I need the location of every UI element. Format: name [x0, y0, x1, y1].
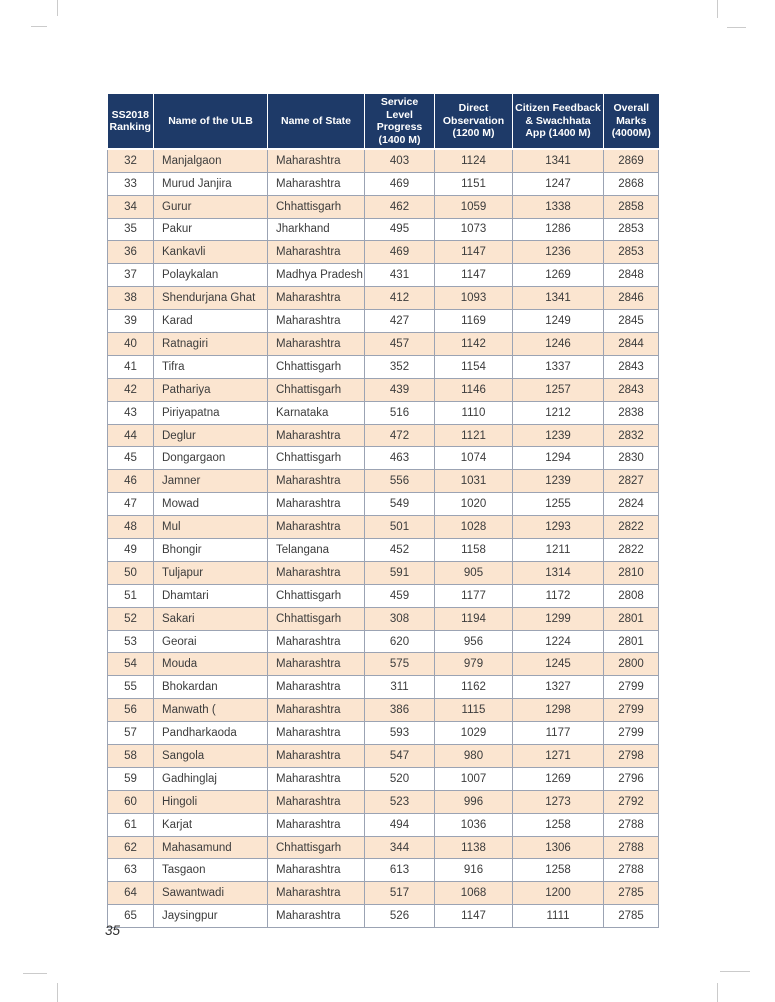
- rank-cell: 35: [108, 218, 154, 241]
- service-level-cell: 523: [365, 790, 435, 813]
- overall-marks-cell: 2853: [604, 218, 659, 241]
- service-level-cell: 457: [365, 333, 435, 356]
- table-row: [108, 424, 659, 447]
- direct-observation-cell: 1068: [435, 882, 513, 905]
- table-row: [108, 516, 659, 539]
- table-header: [108, 94, 659, 149]
- citizen-feedback-cell: 1245: [513, 653, 604, 676]
- direct-observation-cell: 1138: [435, 836, 513, 859]
- service-level-cell: 472: [365, 424, 435, 447]
- citizen-feedback-cell: 1236: [513, 241, 604, 264]
- overall-marks-cell: 2798: [604, 745, 659, 768]
- overall-marks-cell: 2843: [604, 378, 659, 401]
- ulb-cell: Karjat: [154, 813, 268, 836]
- overall-marks-cell: 2792: [604, 790, 659, 813]
- state-cell: Karnataka: [268, 401, 365, 424]
- citizen-feedback-cell: 1271: [513, 745, 604, 768]
- rank-cell: 57: [108, 722, 154, 745]
- overall-marks-cell: 2799: [604, 722, 659, 745]
- direct-observation-cell: 1028: [435, 516, 513, 539]
- citizen-feedback-cell: 1269: [513, 767, 604, 790]
- citizen-feedback-cell: 1255: [513, 493, 604, 516]
- table-row: [108, 470, 659, 493]
- rank-cell: 36: [108, 241, 154, 264]
- rank-cell: 55: [108, 676, 154, 699]
- crop-mark-bottom-left-h: [23, 973, 47, 974]
- col-header-citizen-feedback: Citizen Feedback & Swachhata App (1400 M): [513, 94, 604, 149]
- rank-cell: 61: [108, 813, 154, 836]
- overall-marks-cell: 2844: [604, 333, 659, 356]
- overall-marks-cell: 2801: [604, 607, 659, 630]
- rank-cell: 56: [108, 699, 154, 722]
- state-cell: Maharashtra: [268, 424, 365, 447]
- state-cell: Chhattisgarh: [268, 836, 365, 859]
- rank-cell: 64: [108, 882, 154, 905]
- table-body: [108, 149, 659, 927]
- table-row: [108, 561, 659, 584]
- state-cell: Maharashtra: [268, 676, 365, 699]
- ulb-cell: Jaysingpur: [154, 905, 268, 928]
- service-level-cell: 462: [365, 195, 435, 218]
- state-cell: Maharashtra: [268, 790, 365, 813]
- table-row: [108, 241, 659, 264]
- rank-cell: 65: [108, 905, 154, 928]
- direct-observation-cell: 1142: [435, 333, 513, 356]
- table-row: [108, 790, 659, 813]
- service-level-cell: 431: [365, 264, 435, 287]
- rank-cell: 63: [108, 859, 154, 882]
- table-row: [108, 264, 659, 287]
- service-level-cell: 591: [365, 561, 435, 584]
- crop-mark-bottom-right-v: [717, 983, 718, 1002]
- overall-marks-cell: 2799: [604, 676, 659, 699]
- ulb-cell: Mouda: [154, 653, 268, 676]
- overall-marks-cell: 2830: [604, 447, 659, 470]
- overall-marks-cell: 2801: [604, 630, 659, 653]
- state-cell: Maharashtra: [268, 516, 365, 539]
- service-level-cell: 501: [365, 516, 435, 539]
- rank-cell: 38: [108, 287, 154, 310]
- citizen-feedback-cell: 1258: [513, 859, 604, 882]
- state-cell: Maharashtra: [268, 653, 365, 676]
- ulb-cell: Tifra: [154, 355, 268, 378]
- direct-observation-cell: 1147: [435, 241, 513, 264]
- state-cell: Maharashtra: [268, 149, 365, 172]
- ulb-cell: Karad: [154, 310, 268, 333]
- citizen-feedback-cell: 1298: [513, 699, 604, 722]
- direct-observation-cell: 1158: [435, 539, 513, 562]
- service-level-cell: 459: [365, 584, 435, 607]
- overall-marks-cell: 2799: [604, 699, 659, 722]
- state-cell: Maharashtra: [268, 493, 365, 516]
- state-cell: Chhattisgarh: [268, 584, 365, 607]
- citizen-feedback-cell: 1246: [513, 333, 604, 356]
- state-cell: Maharashtra: [268, 882, 365, 905]
- state-cell: Chhattisgarh: [268, 195, 365, 218]
- rank-cell: 53: [108, 630, 154, 653]
- ulb-cell: Tuljapur: [154, 561, 268, 584]
- table-row: [108, 859, 659, 882]
- rank-cell: 34: [108, 195, 154, 218]
- table-row: [108, 836, 659, 859]
- citizen-feedback-cell: 1177: [513, 722, 604, 745]
- overall-marks-cell: 2788: [604, 813, 659, 836]
- rank-cell: 58: [108, 745, 154, 768]
- ulb-cell: Gadhinglaj: [154, 767, 268, 790]
- state-cell: Jharkhand: [268, 218, 365, 241]
- table-row: [108, 401, 659, 424]
- rank-cell: 52: [108, 607, 154, 630]
- overall-marks-cell: 2796: [604, 767, 659, 790]
- ulb-cell: Kankavli: [154, 241, 268, 264]
- citizen-feedback-cell: 1338: [513, 195, 604, 218]
- table-row: [108, 333, 659, 356]
- direct-observation-cell: 1151: [435, 172, 513, 195]
- direct-observation-cell: 916: [435, 859, 513, 882]
- service-level-cell: 549: [365, 493, 435, 516]
- service-level-cell: 516: [365, 401, 435, 424]
- citizen-feedback-cell: 1200: [513, 882, 604, 905]
- direct-observation-cell: 1115: [435, 699, 513, 722]
- rank-cell: 47: [108, 493, 154, 516]
- ulb-cell: Pathariya: [154, 378, 268, 401]
- ulb-cell: Georai: [154, 630, 268, 653]
- citizen-feedback-cell: 1212: [513, 401, 604, 424]
- ulb-cell: Hingoli: [154, 790, 268, 813]
- overall-marks-cell: 2788: [604, 859, 659, 882]
- col-header-name-of-ulb: Name of the ULB: [154, 94, 268, 149]
- citizen-feedback-cell: 1257: [513, 378, 604, 401]
- state-cell: Maharashtra: [268, 905, 365, 928]
- direct-observation-cell: 1031: [435, 470, 513, 493]
- table-row: [108, 195, 659, 218]
- ulb-cell: Deglur: [154, 424, 268, 447]
- citizen-feedback-cell: 1211: [513, 539, 604, 562]
- rank-cell: 37: [108, 264, 154, 287]
- overall-marks-cell: 2824: [604, 493, 659, 516]
- state-cell: Maharashtra: [268, 470, 365, 493]
- service-level-cell: 427: [365, 310, 435, 333]
- citizen-feedback-cell: 1111: [513, 905, 604, 928]
- service-level-cell: 593: [365, 722, 435, 745]
- direct-observation-cell: 1073: [435, 218, 513, 241]
- ulb-cell: Sangola: [154, 745, 268, 768]
- table-row: [108, 882, 659, 905]
- table-row: [108, 149, 659, 172]
- ulb-cell: Sawantwadi: [154, 882, 268, 905]
- direct-observation-cell: 1093: [435, 287, 513, 310]
- table-row: [108, 813, 659, 836]
- overall-marks-cell: 2808: [604, 584, 659, 607]
- service-level-cell: 469: [365, 241, 435, 264]
- citizen-feedback-cell: 1239: [513, 424, 604, 447]
- ulb-cell: Mul: [154, 516, 268, 539]
- direct-observation-cell: 1059: [435, 195, 513, 218]
- service-level-cell: 352: [365, 355, 435, 378]
- overall-marks-cell: 2810: [604, 561, 659, 584]
- state-cell: Chhattisgarh: [268, 447, 365, 470]
- overall-marks-cell: 2853: [604, 241, 659, 264]
- table-row: [108, 172, 659, 195]
- ulb-cell: Pakur: [154, 218, 268, 241]
- service-level-cell: 575: [365, 653, 435, 676]
- col-header-name-of-state: Name of State: [268, 94, 365, 149]
- direct-observation-cell: 1162: [435, 676, 513, 699]
- crop-mark-top-left-h: [31, 26, 47, 27]
- rank-cell: 42: [108, 378, 154, 401]
- state-cell: Maharashtra: [268, 813, 365, 836]
- direct-observation-cell: 1194: [435, 607, 513, 630]
- table-row: [108, 584, 659, 607]
- overall-marks-cell: 2785: [604, 905, 659, 928]
- table-row: [108, 630, 659, 653]
- rank-cell: 40: [108, 333, 154, 356]
- overall-marks-cell: 2822: [604, 539, 659, 562]
- citizen-feedback-cell: 1286: [513, 218, 604, 241]
- service-level-cell: 556: [365, 470, 435, 493]
- service-level-cell: 494: [365, 813, 435, 836]
- service-level-cell: 517: [365, 882, 435, 905]
- table-row: [108, 355, 659, 378]
- state-cell: Maharashtra: [268, 630, 365, 653]
- rank-cell: 44: [108, 424, 154, 447]
- service-level-cell: 412: [365, 287, 435, 310]
- citizen-feedback-cell: 1337: [513, 355, 604, 378]
- citizen-feedback-cell: 1341: [513, 287, 604, 310]
- rank-cell: 48: [108, 516, 154, 539]
- service-level-cell: 469: [365, 172, 435, 195]
- crop-mark-bottom-left-v: [57, 983, 58, 1002]
- service-level-cell: 495: [365, 218, 435, 241]
- ulb-cell: Bhokardan: [154, 676, 268, 699]
- state-cell: Maharashtra: [268, 745, 365, 768]
- service-level-cell: 403: [365, 149, 435, 172]
- table-row: [108, 653, 659, 676]
- citizen-feedback-cell: 1293: [513, 516, 604, 539]
- ranking-table: [107, 94, 659, 928]
- citizen-feedback-cell: 1224: [513, 630, 604, 653]
- direct-observation-cell: 1154: [435, 355, 513, 378]
- service-level-cell: 613: [365, 859, 435, 882]
- state-cell: Chhattisgarh: [268, 355, 365, 378]
- overall-marks-cell: 2848: [604, 264, 659, 287]
- state-cell: Chhattisgarh: [268, 378, 365, 401]
- direct-observation-cell: 1147: [435, 264, 513, 287]
- crop-mark-top-right-v: [717, 0, 718, 18]
- crop-mark-top-left-v: [57, 0, 58, 16]
- service-level-cell: 526: [365, 905, 435, 928]
- overall-marks-cell: 2858: [604, 195, 659, 218]
- overall-marks-cell: 2845: [604, 310, 659, 333]
- state-cell: Maharashtra: [268, 561, 365, 584]
- rank-cell: 45: [108, 447, 154, 470]
- table-row: [108, 539, 659, 562]
- overall-marks-cell: 2868: [604, 172, 659, 195]
- state-cell: Maharashtra: [268, 287, 365, 310]
- direct-observation-cell: 1029: [435, 722, 513, 745]
- citizen-feedback-cell: 1299: [513, 607, 604, 630]
- direct-observation-cell: 1169: [435, 310, 513, 333]
- state-cell: Maharashtra: [268, 699, 365, 722]
- ulb-cell: Ratnagiri: [154, 333, 268, 356]
- rank-cell: 39: [108, 310, 154, 333]
- service-level-cell: 452: [365, 539, 435, 562]
- direct-observation-cell: 1121: [435, 424, 513, 447]
- ulb-cell: Bhongir: [154, 539, 268, 562]
- citizen-feedback-cell: 1239: [513, 470, 604, 493]
- ulb-cell: Piriyapatna: [154, 401, 268, 424]
- rank-cell: 54: [108, 653, 154, 676]
- table-row: [108, 905, 659, 928]
- overall-marks-cell: 2822: [604, 516, 659, 539]
- direct-observation-cell: 1147: [435, 905, 513, 928]
- overall-marks-cell: 2785: [604, 882, 659, 905]
- table-row: [108, 767, 659, 790]
- citizen-feedback-cell: 1172: [513, 584, 604, 607]
- table-header-row: [108, 94, 659, 149]
- rank-cell: 46: [108, 470, 154, 493]
- table-row: [108, 378, 659, 401]
- state-cell: Maharashtra: [268, 333, 365, 356]
- overall-marks-cell: 2846: [604, 287, 659, 310]
- citizen-feedback-cell: 1249: [513, 310, 604, 333]
- overall-marks-cell: 2832: [604, 424, 659, 447]
- table-row: [108, 607, 659, 630]
- direct-observation-cell: 1177: [435, 584, 513, 607]
- ulb-cell: Mowad: [154, 493, 268, 516]
- overall-marks-cell: 2869: [604, 149, 659, 172]
- direct-observation-cell: 996: [435, 790, 513, 813]
- col-header-ss2018-ranking: SS2018 Ranking: [108, 94, 154, 149]
- service-level-cell: 463: [365, 447, 435, 470]
- overall-marks-cell: 2800: [604, 653, 659, 676]
- state-cell: Maharashtra: [268, 767, 365, 790]
- citizen-feedback-cell: 1341: [513, 149, 604, 172]
- table-row: [108, 310, 659, 333]
- direct-observation-cell: 1020: [435, 493, 513, 516]
- overall-marks-cell: 2788: [604, 836, 659, 859]
- service-level-cell: 311: [365, 676, 435, 699]
- state-cell: Maharashtra: [268, 241, 365, 264]
- state-cell: Maharashtra: [268, 310, 365, 333]
- direct-observation-cell: 956: [435, 630, 513, 653]
- col-header-overall-marks: Overall Marks (4000M): [604, 94, 659, 149]
- direct-observation-cell: 1074: [435, 447, 513, 470]
- table-row: [108, 287, 659, 310]
- rank-cell: 41: [108, 355, 154, 378]
- table-row: [108, 493, 659, 516]
- rank-cell: 32: [108, 149, 154, 172]
- table-row: [108, 699, 659, 722]
- state-cell: Madhya Pradesh: [268, 264, 365, 287]
- rank-cell: 59: [108, 767, 154, 790]
- table-row: [108, 676, 659, 699]
- ulb-cell: Pandharkaoda: [154, 722, 268, 745]
- ulb-cell: Manwath (: [154, 699, 268, 722]
- direct-observation-cell: 1110: [435, 401, 513, 424]
- state-cell: Maharashtra: [268, 172, 365, 195]
- state-cell: Telangana: [268, 539, 365, 562]
- ulb-cell: Tasgaon: [154, 859, 268, 882]
- rank-cell: 62: [108, 836, 154, 859]
- direct-observation-cell: 980: [435, 745, 513, 768]
- crop-mark-top-right-h: [727, 27, 746, 28]
- rank-cell: 50: [108, 561, 154, 584]
- ulb-cell: Dongargaon: [154, 447, 268, 470]
- ulb-cell: Jamner: [154, 470, 268, 493]
- citizen-feedback-cell: 1269: [513, 264, 604, 287]
- citizen-feedback-cell: 1306: [513, 836, 604, 859]
- citizen-feedback-cell: 1314: [513, 561, 604, 584]
- table-row: [108, 722, 659, 745]
- col-header-service-level-progress: Service Level Progress (1400 M): [365, 94, 435, 149]
- ulb-cell: Gurur: [154, 195, 268, 218]
- table-row: [108, 745, 659, 768]
- rank-cell: 33: [108, 172, 154, 195]
- rank-cell: 49: [108, 539, 154, 562]
- col-header-direct-observation: Direct Observation (1200 M): [435, 94, 513, 149]
- overall-marks-cell: 2827: [604, 470, 659, 493]
- state-cell: Maharashtra: [268, 722, 365, 745]
- direct-observation-cell: 1124: [435, 149, 513, 172]
- direct-observation-cell: 979: [435, 653, 513, 676]
- citizen-feedback-cell: 1294: [513, 447, 604, 470]
- citizen-feedback-cell: 1258: [513, 813, 604, 836]
- service-level-cell: 547: [365, 745, 435, 768]
- rank-cell: 60: [108, 790, 154, 813]
- citizen-feedback-cell: 1247: [513, 172, 604, 195]
- service-level-cell: 386: [365, 699, 435, 722]
- ulb-cell: Mahasamund: [154, 836, 268, 859]
- overall-marks-cell: 2843: [604, 355, 659, 378]
- ulb-cell: Manjalgaon: [154, 149, 268, 172]
- rank-cell: 43: [108, 401, 154, 424]
- service-level-cell: 439: [365, 378, 435, 401]
- service-level-cell: 620: [365, 630, 435, 653]
- ulb-cell: Dhamtari: [154, 584, 268, 607]
- overall-marks-cell: 2838: [604, 401, 659, 424]
- state-cell: Maharashtra: [268, 859, 365, 882]
- rank-cell: 51: [108, 584, 154, 607]
- direct-observation-cell: 1007: [435, 767, 513, 790]
- state-cell: Chhattisgarh: [268, 607, 365, 630]
- crop-mark-bottom-right-h: [720, 971, 750, 972]
- ulb-cell: Shendurjana Ghat: [154, 287, 268, 310]
- ulb-cell: Murud Janjira: [154, 172, 268, 195]
- direct-observation-cell: 1146: [435, 378, 513, 401]
- service-level-cell: 344: [365, 836, 435, 859]
- direct-observation-cell: 1036: [435, 813, 513, 836]
- citizen-feedback-cell: 1327: [513, 676, 604, 699]
- ulb-cell: Polaykalan: [154, 264, 268, 287]
- ulb-cell: Sakari: [154, 607, 268, 630]
- page-number: 35: [105, 923, 121, 938]
- service-level-cell: 308: [365, 607, 435, 630]
- direct-observation-cell: 905: [435, 561, 513, 584]
- table-row: [108, 447, 659, 470]
- service-level-cell: 520: [365, 767, 435, 790]
- table-row: [108, 218, 659, 241]
- citizen-feedback-cell: 1273: [513, 790, 604, 813]
